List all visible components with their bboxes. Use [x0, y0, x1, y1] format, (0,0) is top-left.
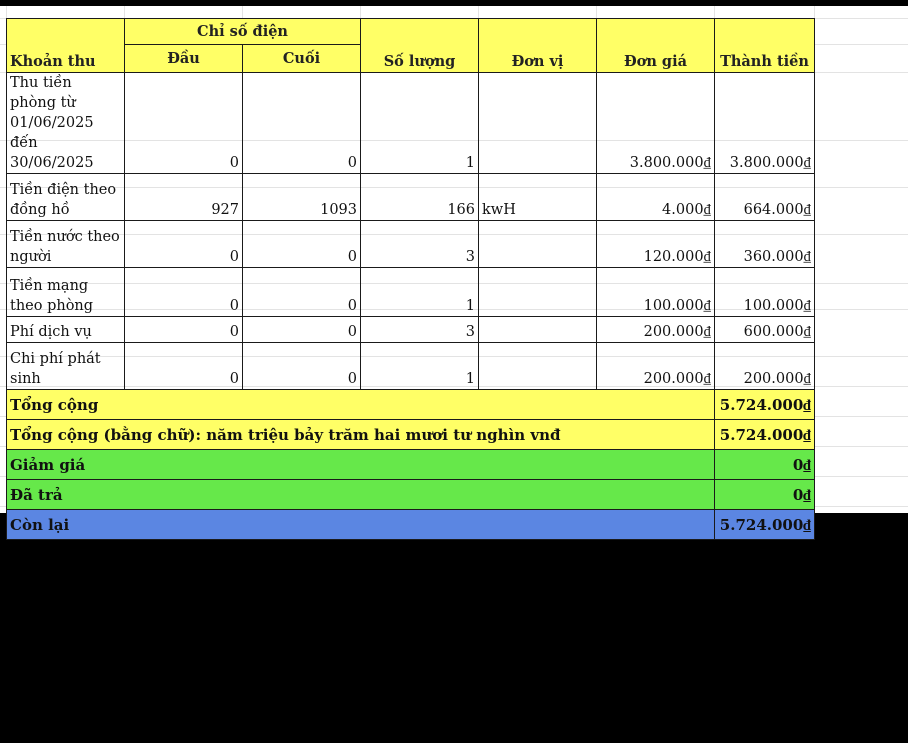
unit-cell[interactable] [479, 73, 597, 174]
remaining-label[interactable]: Còn lại [7, 510, 715, 540]
total-cell[interactable]: 100.000₫ [715, 268, 815, 317]
col-header-item[interactable]: Khoản thu [7, 19, 125, 73]
end-cell[interactable]: 0 [243, 317, 361, 343]
remaining-value[interactable]: 5.724.000₫ [715, 510, 815, 540]
end-cell[interactable]: 0 [243, 73, 361, 174]
col-header-qty[interactable]: Số lượng [361, 19, 479, 73]
summary-row-discount [7, 450, 815, 480]
start-cell[interactable]: 0 [125, 73, 243, 174]
spreadsheet-sheet [0, 6, 908, 534]
end-cell[interactable]: 0 [243, 268, 361, 317]
total-words-label[interactable]: Tổng cộng (bằng chữ): năm triệu bảy trăm hai mươi tư nghìn vnđ [7, 420, 715, 450]
total-cell[interactable]: 664.000₫ [715, 174, 815, 221]
discount-value[interactable]: 0₫ [715, 450, 815, 480]
price-cell[interactable]: 200.000₫ [597, 317, 715, 343]
start-cell[interactable]: 0 [125, 317, 243, 343]
unit-cell[interactable] [479, 317, 597, 343]
item-cell[interactable]: Tiền nước theo người [7, 221, 125, 268]
qty-cell[interactable]: 1 [361, 343, 479, 390]
price-cell[interactable]: 4.000₫ [597, 174, 715, 221]
total-cell[interactable]: 600.000₫ [715, 317, 815, 343]
table-row [7, 221, 815, 268]
summary-row-remaining [7, 510, 815, 540]
item-cell[interactable]: Phí dịch vụ [7, 317, 125, 343]
paid-label[interactable]: Đã trả [7, 480, 715, 510]
discount-label[interactable]: Giảm giá [7, 450, 715, 480]
summary-row-total [7, 390, 815, 420]
col-header-end[interactable]: Cuối [243, 45, 361, 73]
table-row [7, 268, 815, 317]
unit-cell[interactable]: kwH [479, 174, 597, 221]
item-cell[interactable]: Chi phí phát sinh [7, 343, 125, 390]
summary-row-paid [7, 480, 815, 510]
end-cell[interactable]: 1093 [243, 174, 361, 221]
qty-cell[interactable]: 1 [361, 73, 479, 174]
qty-cell[interactable]: 166 [361, 174, 479, 221]
total-cell[interactable]: 200.000₫ [715, 343, 815, 390]
col-header-unit[interactable]: Đơn vị [479, 19, 597, 73]
total-words-value[interactable]: 5.724.000₫ [715, 420, 815, 450]
header-row-1 [7, 19, 815, 45]
table-row [7, 73, 815, 174]
price-cell[interactable]: 200.000₫ [597, 343, 715, 390]
end-cell[interactable]: 0 [243, 221, 361, 268]
start-cell[interactable]: 927 [125, 174, 243, 221]
table-row [7, 174, 815, 221]
unit-cell[interactable] [479, 268, 597, 317]
price-cell[interactable]: 120.000₫ [597, 221, 715, 268]
summary-row-total-words [7, 420, 815, 450]
col-header-start[interactable]: Đầu [125, 45, 243, 73]
total-cell[interactable]: 3.800.000₫ [715, 73, 815, 174]
end-cell[interactable]: 0 [243, 343, 361, 390]
paid-value[interactable]: 0₫ [715, 480, 815, 510]
col-header-price[interactable]: Đơn giá [597, 19, 715, 73]
invoice-table [6, 18, 815, 540]
start-cell[interactable]: 0 [125, 268, 243, 317]
total-cell[interactable]: 360.000₫ [715, 221, 815, 268]
unit-cell[interactable] [479, 343, 597, 390]
item-cell[interactable]: Thu tiền phòng từ 01/06/2025 đến 30/06/2025 [7, 73, 125, 174]
qty-cell[interactable]: 3 [361, 317, 479, 343]
table-row [7, 317, 815, 343]
qty-cell[interactable]: 1 [361, 268, 479, 317]
item-cell[interactable]: Tiền mạng theo phòng [7, 268, 125, 317]
col-header-total[interactable]: Thành tiền [715, 19, 815, 73]
item-cell[interactable]: Tiền điện theo đồng hồ [7, 174, 125, 221]
total-value[interactable]: 5.724.000₫ [715, 390, 815, 420]
qty-cell[interactable]: 3 [361, 221, 479, 268]
total-label[interactable]: Tổng cộng [7, 390, 715, 420]
start-cell[interactable]: 0 [125, 221, 243, 268]
price-cell[interactable]: 100.000₫ [597, 268, 715, 317]
price-cell[interactable]: 3.800.000₫ [597, 73, 715, 174]
col-header-meter-group[interactable]: Chỉ số điện [125, 19, 361, 45]
start-cell[interactable]: 0 [125, 343, 243, 390]
unit-cell[interactable] [479, 221, 597, 268]
table-row [7, 343, 815, 390]
